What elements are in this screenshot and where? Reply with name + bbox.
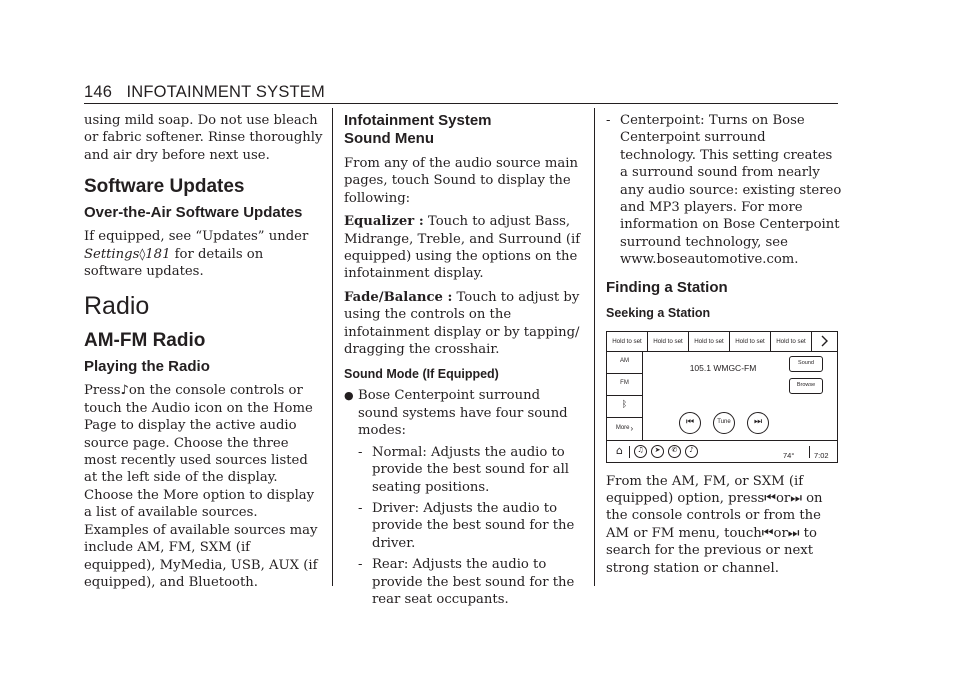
temperature-readout: 74° xyxy=(783,450,795,460)
preset-button: Hold to set xyxy=(607,332,648,351)
sound-mode-bullet: ● Bose Centerpoint surround sound systems have four sound modes: xyxy=(344,388,568,439)
radio-heading: Radio xyxy=(84,292,150,321)
phone-icon: ✆ xyxy=(668,445,681,458)
bar-separator xyxy=(809,446,810,458)
column-1 xyxy=(84,112,324,591)
seeking-station-heading: Seeking a Station xyxy=(606,305,711,320)
page-reference-link[interactable]: 181 xyxy=(145,246,171,262)
bottom-bar xyxy=(607,440,837,462)
fade-balance-item: Fade/Balance : Touch to adjust by using the controls on the infotainment display or by tapping/ dragging the crosshair. xyxy=(344,289,580,358)
settings-link[interactable]: Settings xyxy=(84,246,140,262)
preset-button: Hold to set xyxy=(648,332,689,351)
column-2 xyxy=(344,112,584,608)
preset-button: Hold to set xyxy=(689,332,730,351)
bar-separator xyxy=(629,446,630,458)
home-icon: ⌂ xyxy=(616,444,623,458)
source-fm: FM xyxy=(607,374,642,396)
finding-station-heading: Finding a Station xyxy=(606,278,728,296)
bluetooth-icon: ᛒ xyxy=(607,396,642,418)
intro-paragraph: using mild soap. Do not use bleach or fabric softener. Rinse thoroughly and air dry before next use. xyxy=(84,113,323,163)
page-header xyxy=(84,83,838,105)
column-divider-1 xyxy=(332,108,333,586)
source-am: AM xyxy=(607,352,642,374)
sound-mode-normal: - Normal: Adjusts the audio to provide the best sound for all seating positions. xyxy=(358,444,570,495)
seek-back-icon: ⏮ xyxy=(764,491,776,507)
seek-back-icon: ⏮ xyxy=(761,525,774,541)
ota-paragraph: If equipped, see “Updates” under Settings◊181 for details on software updates. xyxy=(84,229,309,280)
seek-forward-icon: ⏭ xyxy=(787,525,800,541)
media-icon: ♪ xyxy=(685,445,698,458)
audio-button-icon: ♪ xyxy=(120,383,129,399)
playing-heading: Playing the Radio xyxy=(84,358,210,376)
seek-forward-icon: ⏭ xyxy=(790,491,802,507)
page-number: 146 xyxy=(84,83,113,101)
equalizer-item: Equalizer : Touch to adjust Bass, Midrange, Treble, and Surround (if equipped) using the options on the infotainment display. xyxy=(344,214,581,282)
sound-mode-rear: - Rear: Adjusts the audio to provide the best sound for the rear seat occupants. xyxy=(358,557,575,607)
source-more: More › xyxy=(615,423,634,433)
software-updates-heading: Software Updates xyxy=(84,176,245,198)
chevron-right-icon xyxy=(812,332,837,351)
bullet-icon: ● xyxy=(344,389,354,403)
column-3 xyxy=(606,112,842,577)
seek-paragraph: From the AM, FM, or SXM (if equipped) option, press⏮or⏭ on the console controls or from the AM or FM menu, touch⏮or⏭ to search for the previous or next strong station or channel. xyxy=(606,473,823,576)
sound-menu-intro: From any of the audio source main pages, touch Sound to display the following: xyxy=(344,156,579,206)
sound-button: Sound xyxy=(789,356,823,372)
preset-button: Hold to set xyxy=(771,332,812,351)
seek-back-icon: ⏮ xyxy=(679,412,701,434)
sound-mode-centerpoint: - Centerpoint: Turns on Bose Centerpoint surround technology. This setting creates a surround sound from nearly any audio source: existing stereo and MP3 players. For more information on Bose Centerpoint surround technology, see www.boseautomotive.com. xyxy=(606,113,842,268)
reference-icon: ◊ xyxy=(139,246,146,261)
section-title: INFOTAINMENT SYSTEM xyxy=(126,83,325,101)
header-rule xyxy=(84,103,838,104)
preset-button: Hold to set xyxy=(730,332,771,351)
tune-button: Tune xyxy=(713,412,735,434)
clock-readout: 7:02 xyxy=(814,450,829,460)
column-divider-2 xyxy=(594,108,595,586)
seek-forward-icon: ⏭ xyxy=(747,412,769,434)
playing-paragraph: Press♪on the console controls or touch the Audio icon on the Home Page to display the active audio source page. Choose the three most recently used sources listed at the left side of the display. Choose the More option to display a list of available sources. Examples of available sources may include AM, FM, SXM (if equipped), MyMedia, USB, AUX (if equipped), and Bluetooth. xyxy=(84,383,318,590)
sound-mode-heading: Sound Mode (If Equipped) xyxy=(344,367,499,382)
source-column xyxy=(607,352,643,440)
preset-row xyxy=(607,332,837,352)
browse-button: Browse xyxy=(789,378,823,394)
audio-icon: ♫ xyxy=(634,445,647,458)
ota-heading: Over-the-Air Software Updates xyxy=(84,204,303,222)
page-header-text xyxy=(84,83,325,102)
sound-menu-heading: Infotainment System Sound Menu xyxy=(344,112,492,147)
amfm-heading: AM-FM Radio xyxy=(84,330,206,352)
navigation-icon: ➤ xyxy=(651,445,664,458)
sound-mode-driver: - Driver: Adjusts the audio to provide the best sound for the driver. xyxy=(358,500,575,551)
radio-screen-figure xyxy=(606,331,838,463)
station-name: 105.1 WMGC-FM xyxy=(689,362,757,373)
